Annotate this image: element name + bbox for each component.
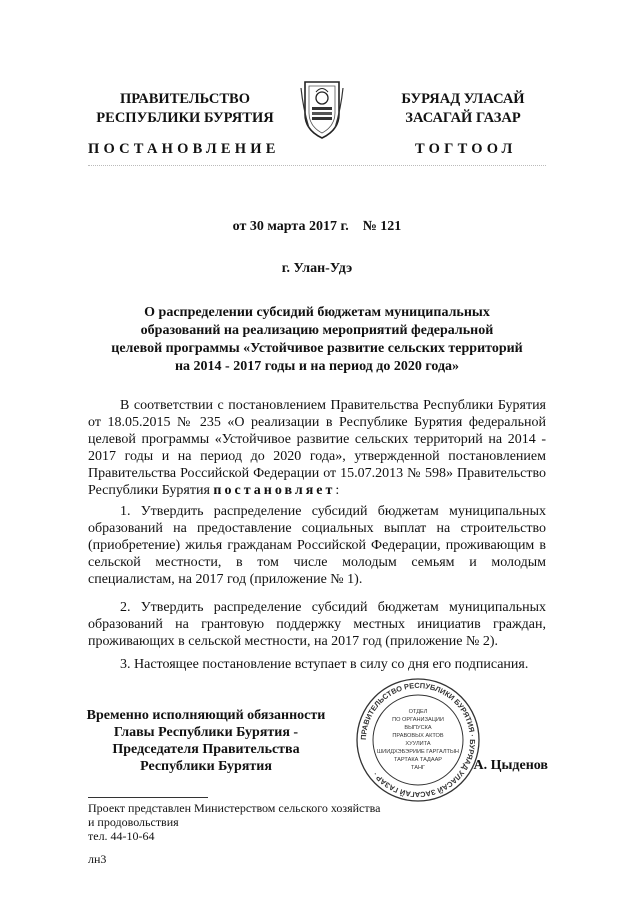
gov-name-ru-line2: РЕСПУБЛИКИ БУРЯТИЯ <box>96 110 274 126</box>
svg-text:ПРАВИТЕЛЬСТВО РЕСПУБЛИКИ БУРЯТ <box>359 681 477 799</box>
footer-line: и продовольствия <box>88 815 179 829</box>
decree-label-ru: ПОСТАНОВЛЕНИЕ <box>88 141 280 157</box>
date-number: от 30 марта 2017 г. № 121 <box>232 219 402 234</box>
decree-label-bua: ТОГТООЛ <box>415 141 517 157</box>
stamp-line: ТАРТАКА ТАДААР <box>393 757 443 763</box>
official-stamp <box>355 677 481 803</box>
signatory-line: Республики Бурятия <box>140 759 272 774</box>
stamp-line: ОТДЕЛ <box>408 709 428 715</box>
intro-paragraph <box>88 397 546 499</box>
stamp-line: ПО ОРГАНИЗАЦИИ <box>392 717 444 723</box>
title-line: О распределении субсидий бюджетам муниципальных <box>144 305 490 320</box>
document-title <box>88 304 546 376</box>
stamp-line: ВЫПУСКА <box>404 725 432 731</box>
item-2: 2. Утвердить распределение субсидий бюджетам муниципальных образований на грантовую поддержку местных инициатив граждан, проживающих в сельской местности, на 2017 год (приложение № 2). <box>88 600 546 649</box>
gov-name-bua-line1: БУРЯАД УЛАСАЙ <box>401 91 525 107</box>
stamp-line: ХУУЛИТА <box>405 741 431 747</box>
item-3: 3. Настоящее постановление вступает в силу со дня его подписания. <box>120 657 529 672</box>
coat-of-arms-icon <box>299 78 345 142</box>
gov-name-ru-line1: ПРАВИТЕЛЬСТВО <box>120 91 250 107</box>
footer-line: Проект представлен Министерством сельского хозяйства <box>88 801 381 815</box>
title-line: на 2014 - 2017 годы и на период до 2020 года» <box>174 359 460 374</box>
city: г. Улан-Удэ <box>281 261 353 276</box>
item-1: 1. Утвердить распределение субсидий бюджетам муниципальных образований на предоставление социальных выплат на строительство (приобретение) жилья гражданам Российской Федерации, проживающим в сельской местности, в том числе молодым семьям и молодым специалистам, на 2017 год (приложение № 1). <box>88 504 546 587</box>
signatory-line: Временно исполняющий обязанности <box>86 708 326 723</box>
signatory-line: Председателя Правительства <box>112 742 300 757</box>
signatory-name: А. Цыденов <box>473 758 548 773</box>
title-line: образований на реализацию мероприятий федеральной <box>140 323 494 338</box>
stamp-line: ШИИДХЭБЭРИИЕ ГАРГАЛТЫН <box>377 749 459 755</box>
gov-name-bua <box>368 90 558 128</box>
footer-divider <box>88 797 208 798</box>
footer-code: лн3 <box>88 852 107 866</box>
header-divider <box>88 165 546 166</box>
signatory-title <box>86 707 326 775</box>
footer-note <box>88 801 380 843</box>
gov-name-bua-line2: ЗАСАГАЙ ГАЗАР <box>405 110 521 126</box>
gov-name-ru <box>90 90 280 128</box>
footer-phone: тел. 44-10-64 <box>88 829 155 843</box>
intro-text: В соответствии с постановлением Правительства Республики Бурятия от 18.05.2015 № 235 «О реализации в Республике Бурятия федеральной целевой программы «Устойчивое развитие сельских территорий на 2014 - 2017 годы и на период до 2020 года», утвержденной постановлением Правительства Российской Федерации от 15.07.2013 № 598» Правительство Республики Бурятия <box>88 398 546 498</box>
stamp-line: ПРАВОВЫХ АКТОВ <box>392 733 444 739</box>
intro-end: : <box>335 483 340 498</box>
stamp-line: ТАНГ <box>410 765 426 771</box>
stamp-ring-text: ПРАВИТЕЛЬСТВО РЕСПУБЛИКИ БУРЯТИЯ · БУРЯАД УЛАСАЙ ЗАСАГАЙ ГАЗАР · <box>358 680 478 800</box>
decree-keyword: постановляет <box>213 483 336 498</box>
signatory-line: Главы Республики Бурятия - <box>113 725 299 740</box>
title-line: целевой программы «Устойчивое развитие сельских территорий <box>111 341 523 356</box>
